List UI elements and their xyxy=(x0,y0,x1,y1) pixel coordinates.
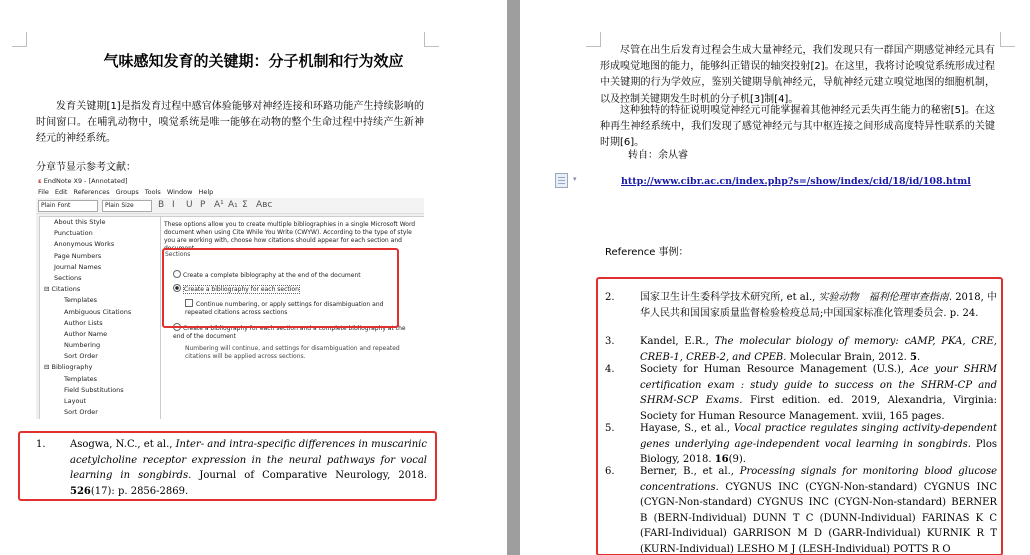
page-title: 气味感知发育的关键期：分子机制和行为效应 xyxy=(103,52,404,70)
reference-part: Berner, B., et al., xyxy=(640,466,740,477)
reference-title: Processing signals for monitoring blood glucose concentrations. xyxy=(640,466,998,493)
reference-title: Vocal practice regulates singing activity-dependent genes underlying age-independent vocal learning in songbirds. xyxy=(640,423,997,450)
tree-item[interactable] xyxy=(40,340,160,351)
tree-item[interactable] xyxy=(40,307,160,318)
crop-mark xyxy=(12,32,27,47)
endnote-toolbar xyxy=(36,198,424,214)
forward-note: 转自：余从睿 xyxy=(628,150,688,161)
intro-paragraph xyxy=(36,99,424,147)
tree-item-label: Ambiguous Citations xyxy=(64,307,132,316)
reference-title: 实验动物 福利伦理审查指南 xyxy=(818,292,949,303)
reference-title: The molecular biology of memory: cAMP, PKA, CRE, CREB-1, CREB-2, and CPEB. xyxy=(640,336,997,363)
menu-item[interactable]: File xyxy=(38,188,49,196)
size-select[interactable]: Plain Size xyxy=(102,200,152,212)
menu-item[interactable]: Groups xyxy=(115,188,139,196)
reference-part: Kandel, E.R., xyxy=(640,336,715,347)
format-button[interactable]: Σ xyxy=(242,200,248,210)
font-select[interactable]: Plain Font xyxy=(38,200,98,212)
reference-part: (9). xyxy=(728,454,746,465)
tree-item-label: Sort Order xyxy=(64,408,98,417)
tree-item[interactable] xyxy=(40,251,160,262)
reference-text xyxy=(640,290,997,321)
tree-item-label: Bibliography xyxy=(51,363,93,372)
document-icon[interactable] xyxy=(555,173,568,188)
menu-item[interactable]: Window xyxy=(166,188,193,196)
format-button[interactable]: I xyxy=(172,200,175,210)
reference-text xyxy=(70,437,427,499)
reference-number: 2. xyxy=(605,292,615,303)
chevron-down-icon[interactable]: ▾ xyxy=(573,175,577,183)
collapse-icon: ⊟ xyxy=(44,363,52,372)
format-button[interactable]: A¹ xyxy=(214,200,224,210)
right-paragraph-2 xyxy=(600,103,995,151)
reference-number: 5. xyxy=(605,423,615,434)
menu-item[interactable]: Edit xyxy=(54,188,68,196)
tree-item[interactable] xyxy=(40,329,160,340)
tree-item[interactable] xyxy=(40,318,160,329)
menu-item[interactable]: Help xyxy=(198,188,214,196)
reference-part: 16 xyxy=(714,454,729,465)
format-button[interactable]: B xyxy=(158,200,165,210)
endnote-app-icon: ɛ xyxy=(38,177,42,185)
right-paragraph-1 xyxy=(600,43,995,108)
reference-journal: Journal of Comparative Neurology, 2018. xyxy=(191,470,428,481)
endnote-titlebar xyxy=(36,176,424,187)
collapse-icon: ⊟ xyxy=(44,285,52,294)
reference-example-label: Reference 事例： xyxy=(605,247,689,258)
tree-item-label: Templates xyxy=(64,296,98,305)
reference-number: 1. xyxy=(36,439,46,450)
reference-part: Molecular Brain, 2012. xyxy=(786,351,911,363)
tree-item-label: Field Substitutions xyxy=(64,385,124,394)
tree-item[interactable] xyxy=(40,239,160,250)
right-page xyxy=(520,0,1030,555)
reference-part: Plos Biology, 2018. xyxy=(640,438,997,465)
tree-item-label: Author Lists xyxy=(64,318,103,327)
reference-text xyxy=(640,362,997,424)
style-tree xyxy=(39,216,161,419)
tree-item[interactable] xyxy=(40,228,160,239)
tree-item-label: Author Name xyxy=(64,329,108,338)
crop-mark xyxy=(586,32,601,47)
intro-text: 发育关键期[1]是指发育过程中感官体验能够对神经连接和环路功能产生持续影响的时间窗口。在哺乳动物中，嗅觉系统是唯一能够在动物的整个生命过程中持续产生新神经元的神经系统。 xyxy=(36,101,424,144)
reference-number: 6. xyxy=(605,466,615,477)
reference-part: 5 xyxy=(910,351,917,363)
reference-volume: 526 xyxy=(70,485,91,497)
tree-item[interactable] xyxy=(40,351,160,362)
reference-title: Ace your SHRM certification exam : study guide to success on the SHRM-CP and SHRM-SCP Exams. xyxy=(640,364,998,406)
left-page xyxy=(0,0,507,555)
reference-pages: (17): p. 2856-2869. xyxy=(90,485,189,497)
tree-item[interactable] xyxy=(40,396,160,407)
tree-item[interactable] xyxy=(40,217,160,228)
menu-item[interactable]: References xyxy=(73,188,110,196)
tree-item-label: Layout xyxy=(64,397,87,405)
tree-item-label: Templates xyxy=(64,374,98,383)
format-button[interactable]: U xyxy=(186,200,193,210)
reference-number: 3. xyxy=(605,336,615,347)
tree-item-label: Citations xyxy=(51,285,81,294)
reference-title: Inter- and intra-specific differences in muscarinic acetylcholine receptor expression in the neural pathways for vocal learning in songbirds. xyxy=(70,439,427,481)
tree-item-label: Page Numbers xyxy=(54,251,102,260)
reference-part: 国家卫生计生委科学技术研究所, et al., xyxy=(640,292,819,303)
tree-item-label: Journal Names xyxy=(54,262,102,271)
reference-number: 4. xyxy=(605,364,615,375)
reference-part: . xyxy=(917,351,921,363)
tree-item[interactable] xyxy=(40,295,160,306)
paragraph-text: 尽管在出生后发育过程会生成大量神经元，我们发现只有一群国产期感觉神经元具有形成嗅觉地图的能力，能够纠正错误的轴突投射[2]。在这里，我将讨论嗅觉系统形成过程中关键期的行为学效应，鉴别关键期导航神经元，导航神经元建立嗅觉地图的细胞机制，以及控制关键期发生时机的分子机[3]制[4]。 xyxy=(600,45,995,105)
option3-note: Numbering will continue, and settings for disambiguation and repeated citations will be applied across sections. xyxy=(185,345,400,360)
highlight-box xyxy=(162,248,399,328)
reference-text xyxy=(640,334,997,365)
tree-item[interactable] xyxy=(40,385,160,396)
reference-part: . 2018, 中华人民共和国国家质量监督检验检疫总局;中国国家标准化管理委员会. p. 24. xyxy=(640,292,998,319)
source-link[interactable]: http://www.cibr.ac.cn/index.php?s=/show/index/cid/18/id/108.html xyxy=(621,176,971,187)
crop-mark xyxy=(424,32,439,47)
tree-item-label: About this Style xyxy=(54,218,106,226)
paragraph-text: 这种独特的特征说明嗅觉神经元可能掌握着其他神经元丢失再生能力的秘密[5]。在这种再生神经系统中，我们发现了感觉神经元与其中枢连接之间形成高度特异性联系的关键时期[6]。 xyxy=(600,105,995,148)
tree-item[interactable] xyxy=(40,374,160,385)
tree-item[interactable] xyxy=(40,273,160,284)
tree-item-label: Numbering xyxy=(64,341,101,350)
tree-item-label: Sort Order xyxy=(64,352,98,361)
sections-group-label: Sections xyxy=(165,251,191,258)
reference-text xyxy=(640,421,997,468)
checkbox-label: Continue numbering, or apply settings for disambiguation and repeated citations across sections xyxy=(185,301,384,316)
reference-part: Hayase, S., et al., xyxy=(640,423,734,434)
format-button[interactable]: A₁ xyxy=(228,200,238,210)
tree-item[interactable] xyxy=(40,362,160,373)
crop-mark xyxy=(1000,32,1015,47)
option-label: Create a bibliography for each section xyxy=(184,286,299,293)
tree-item-label: Anonymous Works xyxy=(54,240,115,249)
tree-item-label: Sections xyxy=(54,273,82,282)
format-button[interactable]: Aʙᴄ xyxy=(256,200,273,210)
endnote-window-title: EndNote X9 - [Annotated] xyxy=(43,177,128,185)
endnote-menubar xyxy=(36,187,424,198)
tree-item[interactable] xyxy=(40,407,160,418)
option-label: Create a bibliography for each section and a complete bibliography at the end of the document xyxy=(173,325,406,340)
reference-part: Society for Human Resource Management (U.S.), xyxy=(640,364,911,375)
format-button[interactable]: P xyxy=(200,200,206,210)
tree-item[interactable] xyxy=(40,284,160,295)
sections-description: These options allow you to create multiple bibliographies in a single Microsoft Word document when using Cite While You Write (CWYW). According to the type of style you are working with, choose how citations should appear for each section and document. xyxy=(164,221,416,252)
option-label: Create a complete biblography at the end of the document xyxy=(183,272,361,279)
tree-item-label: Punctuation xyxy=(54,229,93,238)
menu-item[interactable]: Tools xyxy=(144,188,161,196)
tree-item[interactable] xyxy=(40,262,160,273)
section-label: 分章节显示参考文献： xyxy=(36,162,136,173)
reference-part: CYGNUS INC (CYGN-Non-standard) CYGNUS INC (CYGN-Non-standard) CYGNUS INC (CYGN-Non-standard) BERNER B (BERN-Individual) DUNN T C (DUNN-Individual) FARINAS K C (FARI-Individual) GARRISON M D (GARR-Individual) KURNIK R T (KURN-Individual) LESHO M J (LESH-Individual) POTTS R O xyxy=(640,481,997,555)
reference-authors: Asogwa, N.C., et al., xyxy=(70,439,176,450)
reference-part: First edition. ed. 2019, Alexandria, Virginia: Society for Human Resource Management. xviii, 165 pages. xyxy=(640,395,997,422)
reference-text xyxy=(640,464,997,555)
